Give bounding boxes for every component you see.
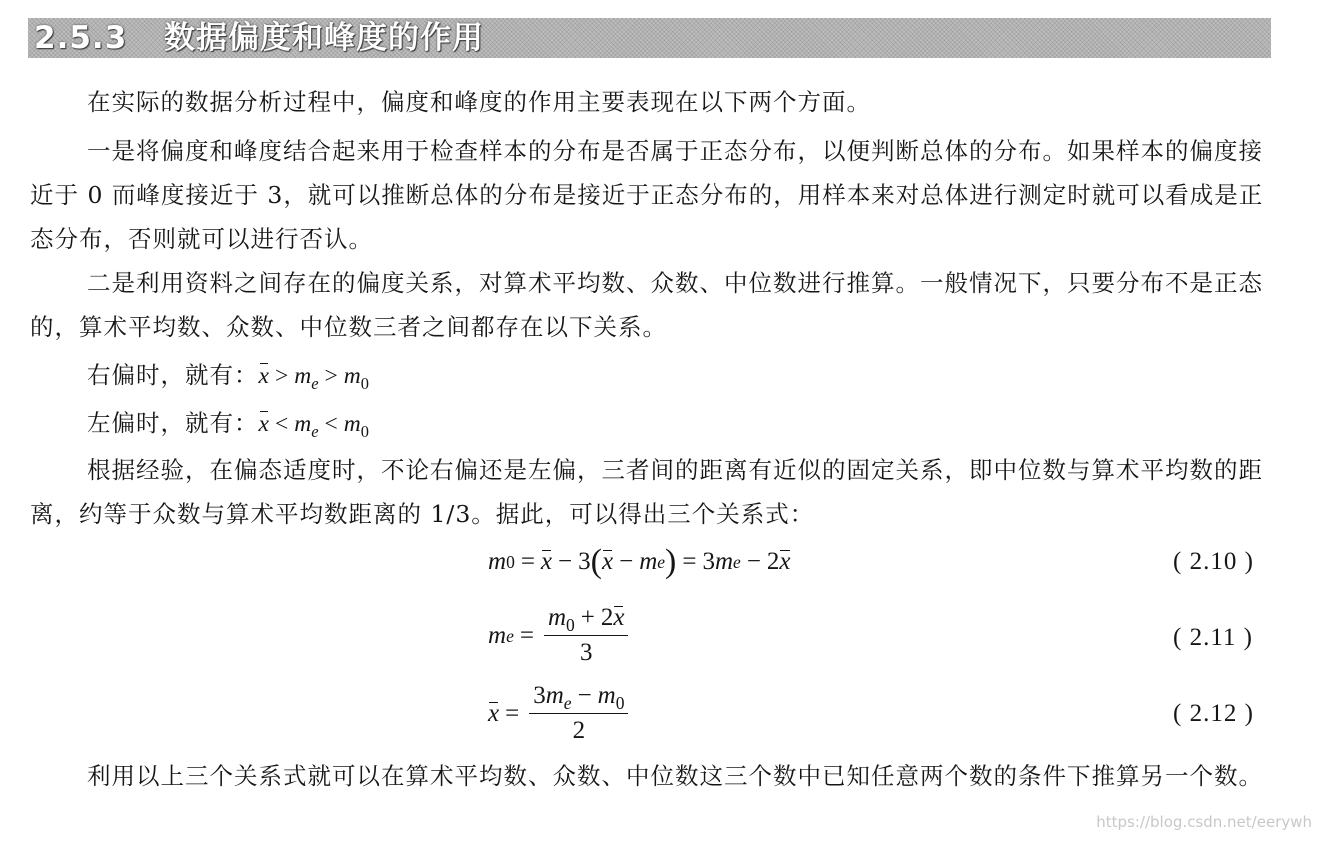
paragraph-experience: 根据经验，在偏态适度时，不论右偏还是左偏，三者间的距离有近似的固定关系，即中位数与算术平均数的距离，约等于众数与算术平均数距离的 1/3。据此，可以得出三个关系式： [30,456,1263,528]
right-skew-label: 右偏时，就有： [87,361,259,389]
section-number: 2.5.3 [34,20,128,56]
equation-2-12: x = $\frac{3m_e - m_0}{2}$ [488,682,632,745]
left-skew-relation [87,408,369,439]
right-skew-expression: $x > m_e > m_0$ [258,363,369,393]
equation-number-2-12: ( 2.12 ) [1173,700,1254,727]
section-heading [28,18,1271,58]
left-skew-label: 左偏时，就有： [87,409,259,437]
watermark: https://blog.csdn.net/eerywh [1096,813,1312,831]
right-skew-relation [87,360,369,391]
equation-number-2-10: ( 2.10 ) [1173,548,1254,575]
paragraph-conclusion: 利用以上三个关系式就可以在算术平均数、众数、中位数这三个数中已知任意两个数的条件下推算另一个数。 [87,762,1263,790]
equation-2-11: m e = $\frac{m_0 + 2x}{3}$ [488,604,632,667]
paragraph-point2: 二是利用资料之间存在的偏度关系，对算术平均数、众数、中位数进行推算。一般情况下，只要分布不是正态的，算术平均数、众数、中位数三者之间都存在以下关系。 [30,269,1263,341]
left-skew-expression: $x < m_e < m_0$ [258,411,369,441]
section-title: 数据偏度和峰度的作用 [164,20,484,56]
equation-2-10: m 0 = x − 3 ( x − m e ) = 3 m e − 2 x [488,543,791,580]
paragraph-point1: 一是将偏度和峰度结合起来用于检查样本的分布是否属于正态分布，以便判断总体的分布。如果样本的偏度接近于 0 而峰度接近于 3，就可以推断总体的分布是接近于正态分布的，用样本来对总体进行测定时就可以看成是正态分布，否则就可以进行否认。 [30,137,1264,253]
paragraph-intro: 在实际的数据分析过程中，偏度和峰度的作用主要表现在以下两个方面。 [87,88,871,116]
equation-number-2-11: ( 2.11 ) [1173,624,1253,651]
